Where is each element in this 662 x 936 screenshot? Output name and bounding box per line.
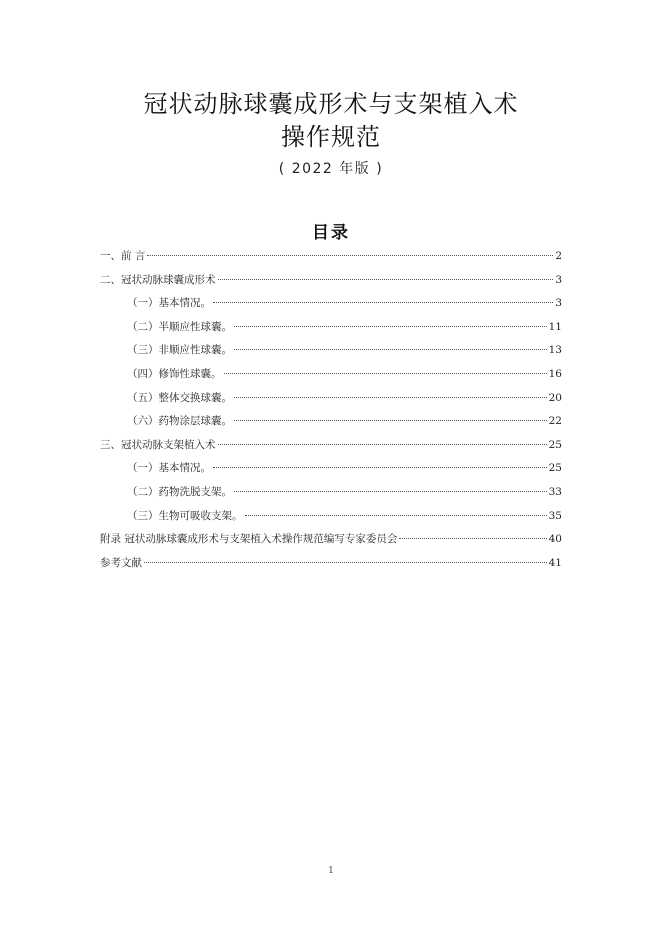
toc-entry[interactable] xyxy=(100,434,562,458)
toc-dot-leader xyxy=(234,326,547,327)
toc-entry-page: 3 xyxy=(555,273,562,286)
toc-dot-leader xyxy=(213,467,547,468)
toc-entry-label: （一）基本情况。 xyxy=(127,462,211,475)
toc-dot-leader xyxy=(234,420,547,421)
toc-entry-page: 25 xyxy=(548,462,562,475)
toc-entry-page: 3 xyxy=(555,297,562,310)
toc-entry-label: （四）修饰性球囊。 xyxy=(127,367,222,380)
toc-entry-page: 33 xyxy=(548,485,562,498)
toc-entry[interactable] xyxy=(100,387,562,411)
toc-dot-leader xyxy=(218,444,547,445)
toc-entry-label: （五）整体交换球囊。 xyxy=(127,391,232,404)
toc-entry[interactable] xyxy=(100,316,562,340)
toc-entry-page: 2 xyxy=(555,250,562,262)
toc-entry-page: 40 xyxy=(548,533,562,546)
toc-entry[interactable] xyxy=(100,245,562,269)
toc-entry-page: 20 xyxy=(548,391,562,404)
toc-dot-leader xyxy=(245,515,547,516)
toc-entry[interactable] xyxy=(100,457,562,481)
toc-entry-label: 三、冠状动脉支架植入术 xyxy=(100,438,216,451)
toc-dot-leader xyxy=(224,373,547,374)
toc-dot-leader xyxy=(144,562,547,563)
toc-entry-label: （二）药物洗脱支架。 xyxy=(127,485,232,498)
toc-entry-label: （六）药物涂层球囊。 xyxy=(127,415,232,428)
toc-entry-page: 16 xyxy=(548,367,562,380)
toc-entry-page: 41 xyxy=(548,556,562,569)
toc-dot-leader xyxy=(213,302,553,303)
toc-dot-leader xyxy=(399,538,546,539)
document-title-line-1: 冠状动脉球囊成形术与支架植入术 xyxy=(143,90,519,118)
toc-entry-label: 二、冠状动脉球囊成形术 xyxy=(100,273,216,286)
toc-entry-label: （一）基本情况。 xyxy=(127,297,211,310)
toc-entry[interactable] xyxy=(100,292,562,316)
toc-entry-label: （二）半顺应性球囊。 xyxy=(127,320,232,333)
toc-entry-label: （三）生物可吸收支架。 xyxy=(127,509,243,522)
toc-entry-label: 参考文献 xyxy=(100,556,142,569)
toc-entry[interactable] xyxy=(100,339,562,363)
document-title-line-2: 操作规范 xyxy=(281,123,381,151)
toc-heading: 目录 xyxy=(312,223,350,243)
table-of-contents xyxy=(100,245,562,575)
toc-entry-label: （三）非顺应性球囊。 xyxy=(127,344,232,357)
toc-entry[interactable] xyxy=(100,363,562,387)
toc-entry-page: 22 xyxy=(548,415,562,428)
toc-entry[interactable] xyxy=(100,269,562,293)
page-number: 1 xyxy=(328,866,334,876)
toc-entry-page: 11 xyxy=(548,320,562,333)
toc-entry[interactable] xyxy=(100,552,562,576)
toc-dot-leader xyxy=(218,279,554,280)
toc-entry-page: 25 xyxy=(548,438,562,451)
toc-entry[interactable] xyxy=(100,481,562,505)
toc-entry[interactable] xyxy=(100,528,562,552)
toc-entry-label: 一、前 言 xyxy=(100,250,146,262)
toc-entry[interactable] xyxy=(100,410,562,434)
edition-label: ( 2022 年版 ) xyxy=(278,161,384,177)
toc-dot-leader xyxy=(234,349,547,350)
toc-entry-page: 35 xyxy=(548,509,562,522)
toc-dot-leader xyxy=(234,491,547,492)
toc-entry-page: 13 xyxy=(548,344,562,357)
toc-entry-label: 附录 冠状动脉球囊成形术与支架植入术操作规范编写专家委员会 xyxy=(100,533,398,546)
toc-entry[interactable] xyxy=(100,505,562,529)
toc-dot-leader xyxy=(147,255,553,256)
toc-dot-leader xyxy=(234,397,547,398)
